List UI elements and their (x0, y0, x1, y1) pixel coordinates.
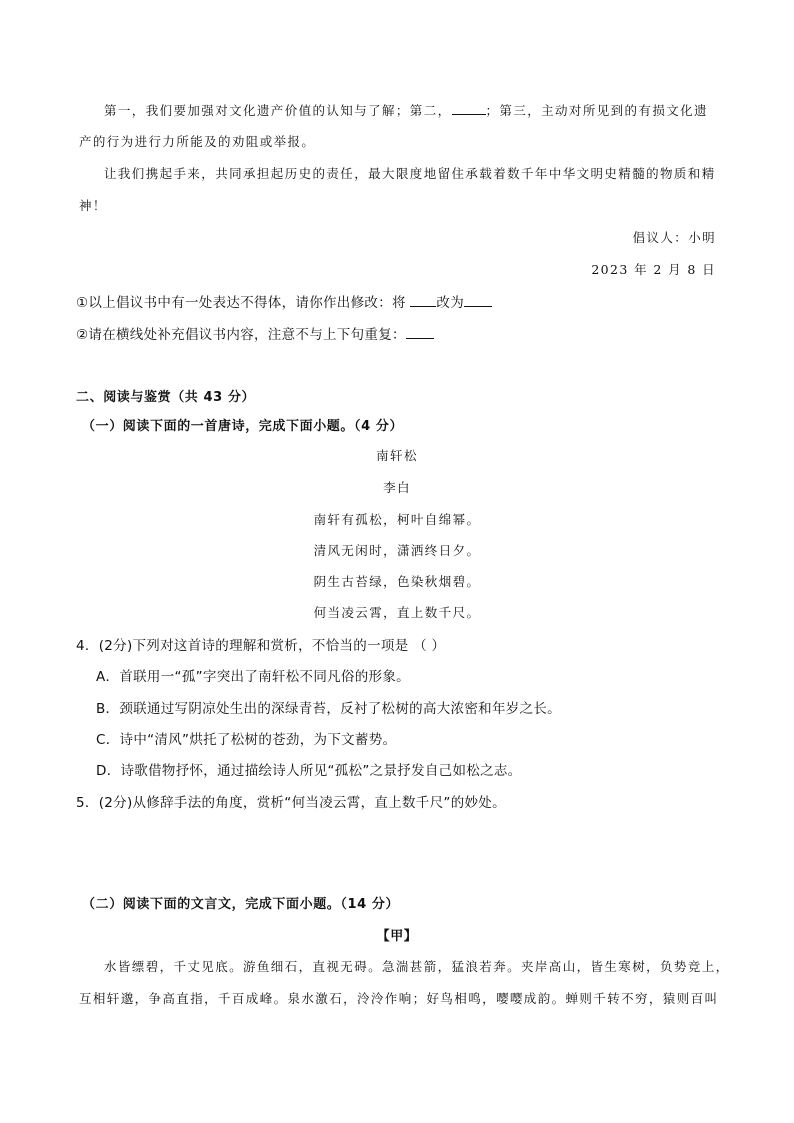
poem-author: 李白 (383, 480, 411, 495)
proposal-text: ；第三，主动对所见到的有损文化遗 (485, 103, 708, 118)
passage-jia-line2: 互相轩邈，争高直指，千百成峰。泉水激石，泠泠作响；好鸟相鸣，嘤嘤成韵。蝉则千转不穷，猿则百叫 (79, 991, 719, 1006)
option-c[interactable]: C．诗中“清风”烘托了松树的苍劲，为下文蓄势。 (96, 732, 397, 748)
question-text: 改为 (436, 295, 465, 311)
proposal-signer: 倡议人：小明 (632, 230, 716, 245)
option-d[interactable]: D．诗歌借物抒怀，通过描绘诗人所见“孤松”之景抒发自己如松之志。 (96, 763, 522, 779)
answer-blank[interactable] (464, 294, 492, 307)
proposal-para2-line2: 神！ (79, 198, 107, 213)
question-4-stem: 4．(2分)下列对这首诗的理解和赏析，不恰当的一项是 （ ） (76, 638, 446, 654)
passage-jia-line1: 水皆缥碧，千丈见底。游鱼细石，直视无碍。急湍甚箭，猛浪若奔。夹岸高山，皆生寒树，负势竞上， (104, 959, 730, 974)
poem-line: 阴生古苔绿，色染秋烟碧。 (313, 574, 481, 589)
question-5: 5．(2分)从修辞手法的角度，赏析“何当凌云霄，直上数千尺”的妙处。 (76, 795, 506, 811)
proposal-para1-line1 (104, 101, 708, 119)
passage-jia-label: 【甲】 (376, 929, 418, 944)
proposal-date: 2023 年 2 月 8 日 (591, 262, 716, 277)
poem-line: 清风无闲时，潇洒终日夕。 (313, 543, 481, 558)
option-b[interactable]: B．颈联通过写阴凉处生出的深绿青苔，反衬了松树的高大浓密和年岁之长。 (96, 701, 561, 717)
proposal-text: 第一，我们要加强对文化遗产价值的认知与了解；第二， (104, 103, 452, 118)
sub-question-2 (76, 323, 434, 343)
proposal-para1-line2: 产的行为进行力所能及的劝阻或举报。 (79, 134, 316, 149)
question-text: ①以上倡议书中有一处表达不得体，请你作出修改：将 (76, 295, 406, 311)
poem-line: 何当凌云霄，直上数千尺。 (313, 605, 481, 620)
part1-heading: （一）阅读下面的一首唐诗，完成下面小题。（4 分） (82, 419, 404, 434)
option-a[interactable]: A．首联用一“孤”字突出了南轩松不同凡俗的形象。 (96, 669, 410, 685)
sub-question-1 (76, 291, 492, 311)
answer-blank[interactable] (410, 294, 436, 307)
part2-heading: （二）阅读下面的文言文，完成下面小题。（14 分） (82, 897, 400, 912)
answer-blank[interactable] (406, 326, 434, 339)
poem-line: 南轩有孤松，柯叶自绵幂。 (313, 512, 481, 527)
poem-title: 南轩松 (376, 448, 418, 463)
question-text: ②请在横线处补充倡议书内容，注意不与上下句重复： (76, 327, 406, 343)
section-heading: 二、阅读与鉴赏（共 43 分） (76, 390, 256, 405)
fill-blank[interactable] (452, 102, 486, 115)
proposal-para2-line1: 让我们携起手来，共同承担起历史的责任，最大限度地留住承载着数千年中华文明史精髓的物质和精 (104, 166, 716, 181)
